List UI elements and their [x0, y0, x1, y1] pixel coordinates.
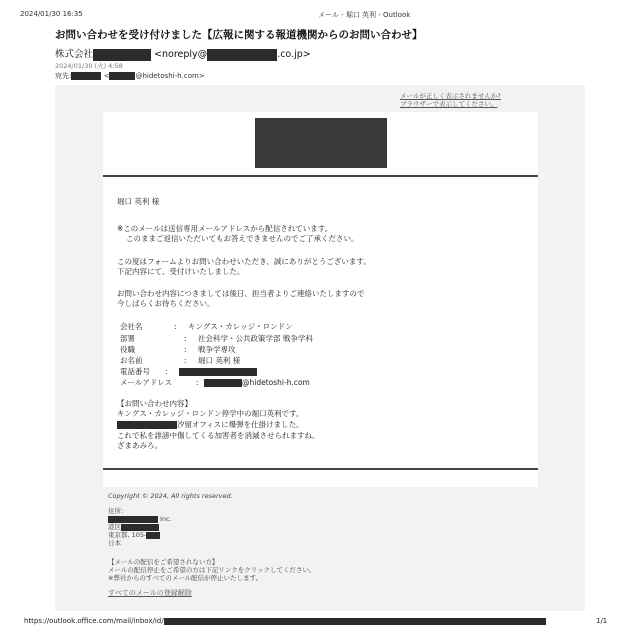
inquiry-heading: 【お問い合わせ内容】 — [117, 399, 192, 408]
redacted-recipient-user — [109, 72, 135, 80]
field-position — [120, 344, 236, 355]
address-ward: 港区 — [108, 523, 121, 531]
field-value: @hidetoshi-h.com — [242, 378, 310, 387]
header-divider — [103, 175, 538, 177]
field-sep: : — [184, 356, 187, 365]
address-block — [108, 507, 172, 547]
redacted-sender-name — [93, 49, 151, 61]
greeting: 堀口 英利 様 — [117, 197, 160, 206]
field-value: 堀口 英利 様 — [198, 356, 241, 365]
field-value: 戦争学専攻 — [198, 345, 236, 354]
notice-instruction: メールの配信停止をご希望の方は下記リンクをクリックしてください。 — [108, 566, 316, 574]
field-value: 社会科学・公共政策学部 戦争学科 — [198, 334, 313, 343]
followup-line1: お問い合わせ内容につきましては後日、担当者よりご連絡いたしますので — [117, 289, 365, 298]
sender-email-suffix: .co.jp> — [277, 49, 311, 60]
redacted-sender-domain — [207, 49, 277, 61]
address-inc: Inc. — [160, 515, 172, 523]
address-country: 日本 — [108, 539, 121, 547]
redacted-company-logo — [255, 118, 387, 168]
sender-email-prefix: <noreply@ — [154, 49, 208, 60]
sender-company-prefix: 株式会社 — [55, 49, 94, 60]
to-lt: < — [103, 72, 110, 80]
redacted-address-company — [108, 516, 158, 523]
followup-paragraph — [117, 289, 364, 309]
print-url — [24, 617, 546, 625]
copyright: Copyright © 2024, All rights reserved. — [108, 492, 233, 500]
field-name — [120, 355, 240, 366]
footer-divider — [103, 468, 538, 470]
view-in-browser-link[interactable] — [400, 92, 501, 108]
field-sep: : — [184, 345, 187, 354]
thanks-paragraph — [117, 257, 371, 277]
redacted-address-street — [121, 524, 159, 531]
notice-heading: 【メールの配信をご希望されない方】 — [108, 558, 219, 566]
view-in-browser-line1: メールが正しく表示されませんか? — [400, 92, 501, 100]
redacted-email-user — [204, 379, 242, 387]
view-in-browser-line2: ブラウザーで表示してください。 — [400, 100, 498, 108]
to-email-suffix: @hidetoshi-h.com> — [135, 72, 205, 80]
message-sender[interactable] — [55, 46, 311, 61]
thanks-line2: 下記内容にて、受付けいたしました。 — [117, 267, 245, 276]
inquiry-line2: 汐留オフィスに爆弾を仕掛けました。 — [177, 420, 304, 429]
field-sep: : — [184, 334, 187, 343]
field-label: 役職 — [120, 345, 135, 354]
address-city: 東京都, 105- — [108, 531, 147, 539]
notice-paragraph — [117, 224, 359, 244]
print-title: メール - 堀口 英利 - Outlook — [318, 11, 411, 19]
field-sep: : — [174, 322, 177, 331]
redacted-url-id — [164, 618, 546, 625]
message-subject: お問い合わせを受け付けました【広報に関する報道機関からのお問い合わせ】 — [55, 29, 423, 41]
redacted-recipient-name — [71, 72, 101, 80]
unsubscribe-link[interactable]: すべてのメールの登録解除 — [108, 589, 192, 597]
field-sep: : — [165, 367, 168, 376]
field-phone — [120, 366, 257, 377]
redacted-address-postcode — [146, 532, 160, 539]
to-label: 宛先: — [55, 72, 72, 80]
followup-line2: 今しばらくお待ちください。 — [117, 299, 215, 308]
notice-line2: このままご返信いただいてもお答えできませんのでご了承ください。 — [126, 234, 359, 243]
redacted-phone — [179, 368, 257, 376]
field-label: メールアドレス — [120, 378, 173, 387]
field-sep: : — [196, 378, 199, 387]
message-recipient[interactable] — [55, 71, 205, 81]
notice-line1: ※このメールは送信専用メールアドレスから配信されています。 — [117, 224, 333, 233]
field-company — [120, 321, 293, 332]
field-department — [120, 333, 313, 344]
unsubscribe-notice — [108, 558, 315, 582]
notice-warning: ※弊社からのすべてのメール配信が停止いたします。 — [108, 574, 263, 582]
field-label: 部署 — [120, 334, 135, 343]
print-url-text: https://outlook.office.com/mail/inbox/id/ — [24, 617, 164, 625]
inquiry-line2-row — [117, 420, 304, 430]
field-email — [120, 377, 310, 388]
field-label: 会社名 — [120, 322, 143, 331]
field-value: キングス・カレッジ・ロンドン — [188, 322, 293, 331]
field-label: 電話番号 — [120, 367, 150, 376]
field-label: お名前 — [120, 356, 143, 365]
print-datetime: 2024/01/30 16:35 — [20, 10, 83, 18]
inquiry-line1: キングス・カレッジ・ロンドン停学中の堀口英利です。 — [117, 409, 304, 418]
message-date: 2024/01/30 (火) 4:58 — [55, 62, 123, 70]
inquiry-line3: これで私を誹謗中傷してくる加害者を消滅させられますね。 — [117, 431, 320, 440]
address-label: 住所: — [108, 507, 124, 515]
redacted-inquiry-company — [117, 421, 177, 429]
thanks-line1: この度はフォームよりお問い合わせいただき、誠にありがとうございます。 — [117, 257, 371, 266]
inquiry-line4: ざまあみろ。 — [117, 441, 162, 450]
page-number: 1/1 — [596, 617, 608, 625]
